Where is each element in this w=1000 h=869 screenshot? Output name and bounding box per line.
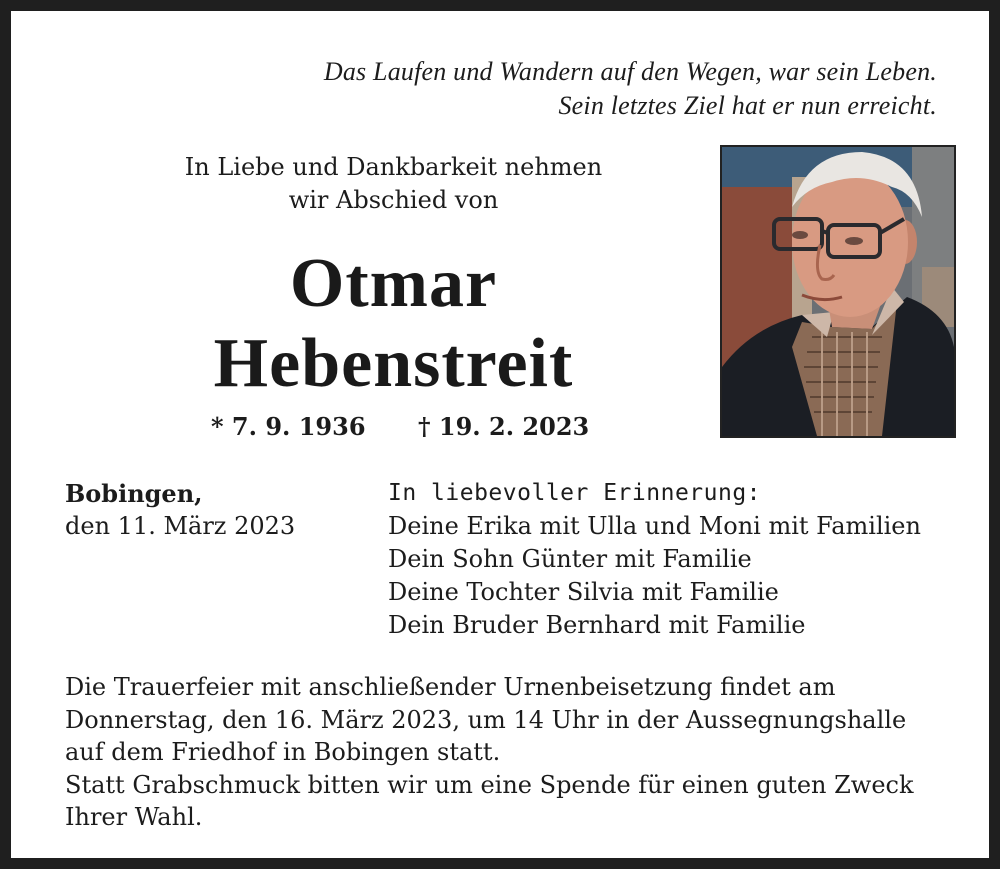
intro-line-1: In Liebe und Dankbarkeit nehmen bbox=[184, 153, 603, 181]
place-date: den 11. März 2023 bbox=[65, 512, 296, 540]
notice-line: Die Trauerfeier mit anschließender Urnenbeisetzung findet am bbox=[65, 673, 836, 701]
notice-line: Donnerstag, den 16. März 2023, um 14 Uhr in der Aussegnungshalle bbox=[65, 705, 907, 734]
motto-quote bbox=[324, 55, 937, 123]
family-member: Deine Tochter Silvia mit Familie bbox=[388, 578, 779, 606]
notice-line: Statt Grabschmuck bitten wir um eine Spende für einen guten Zweck bbox=[65, 770, 914, 799]
birth-date: * 7. 9. 1936 bbox=[211, 412, 366, 441]
family-member: Dein Bruder Bernhard mit Familie bbox=[388, 611, 806, 639]
death-date: † 19. 2. 2023 bbox=[418, 412, 590, 441]
last-name: Hebenstreit bbox=[213, 325, 574, 402]
family-heading: In liebevoller Erinnerung: bbox=[388, 480, 762, 506]
motto-line-2: Sein letztes Ziel hat er nun erreicht. bbox=[558, 91, 937, 120]
intro-line-2: wir Abschied von bbox=[288, 186, 499, 214]
family-member: Dein Sohn Günter mit Familie bbox=[388, 545, 752, 573]
notice-line: auf dem Friedhof in Bobingen statt. bbox=[65, 738, 501, 766]
intro-text bbox=[121, 151, 666, 217]
family-list bbox=[388, 477, 921, 642]
first-name: Otmar bbox=[289, 245, 498, 322]
family-member: Deine Erika mit Ulla und Moni mit Familien bbox=[388, 512, 921, 540]
portrait-photo bbox=[720, 145, 956, 438]
motto-line-1: Das Laufen und Wandern auf den Wegen, war sein Leben. bbox=[323, 57, 937, 86]
funeral-notice bbox=[65, 671, 965, 834]
place-city: Bobingen, bbox=[65, 479, 203, 508]
deceased-name bbox=[121, 244, 666, 404]
place-and-date bbox=[65, 477, 295, 543]
notice-line: Ihrer Wahl. bbox=[65, 803, 203, 831]
